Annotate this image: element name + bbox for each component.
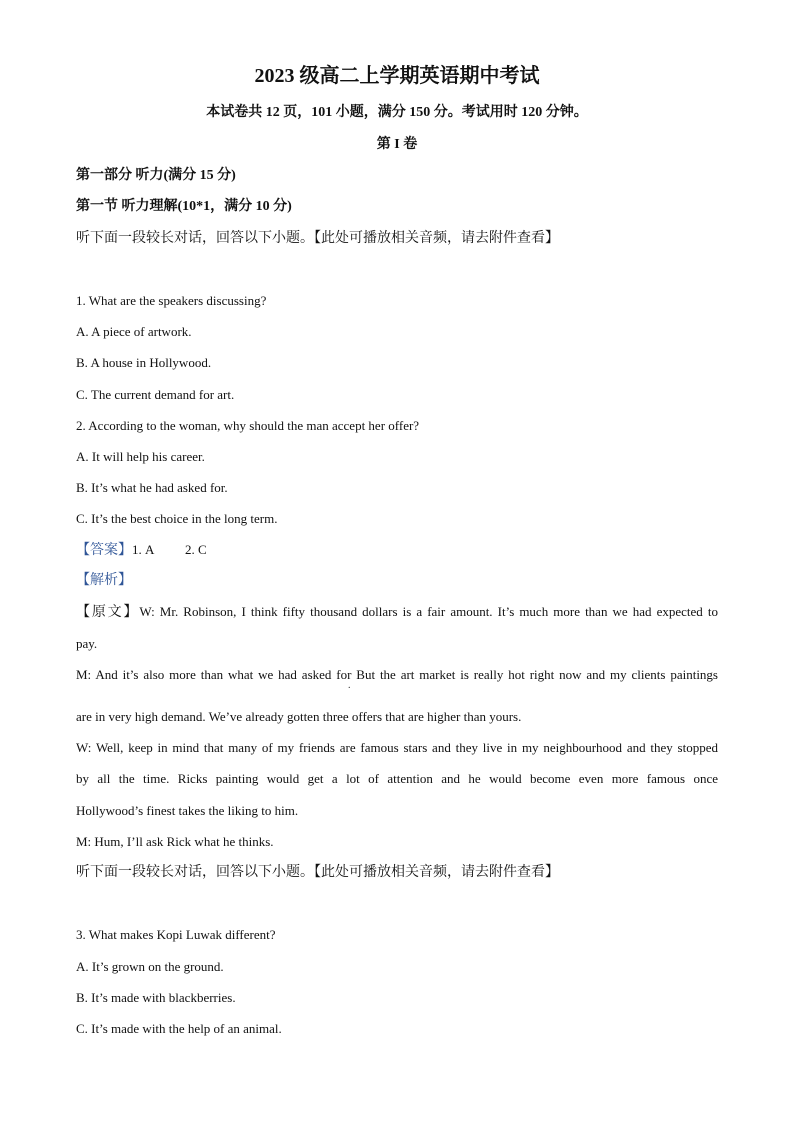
question-option: A. It’s grown on the ground. xyxy=(76,959,224,974)
question-option: A. A piece of artwork. xyxy=(76,324,192,339)
question-option: B. It’s what he had asked for. xyxy=(76,480,228,495)
answer-item: 2. C xyxy=(185,542,207,557)
exam-title: 2023 级高二上学期英语期中考试 xyxy=(254,65,540,87)
question-option: B. It’s made with blackberries. xyxy=(76,990,236,1005)
question-option: C. It’s made with the help of an animal. xyxy=(76,1021,282,1036)
volume-heading: 第 I 卷 xyxy=(376,137,418,152)
answer-line xyxy=(76,540,718,560)
transcript-line xyxy=(76,602,718,622)
transcript-line: M: And it’s also more than what we had asked for But the art market is really hot right now and my clients paintings xyxy=(76,667,718,682)
question-option: B. A house in Hollywood. xyxy=(76,355,212,370)
listening-instruction: 听下面一段较长对话，回答以下小题。【此处可播放相关音频，请去附件查看】 xyxy=(76,865,559,880)
question-option: C. The current demand for art. xyxy=(76,387,235,402)
answer-label: 【答案】 xyxy=(76,543,132,558)
transcript-line: by all the time. Ricks painting would get a lot of attention and he would become even more famous once xyxy=(76,771,718,786)
transcript-line: M: Hum, I’ll ask Rick what he thinks. xyxy=(76,834,274,849)
transcript-line: W: Well, keep in mind that many of my friends are famous stars and they live in my neighbourhood and they stopped xyxy=(76,740,718,755)
analysis-label: 【解析】 xyxy=(76,573,132,588)
question-stem: 2. According to the woman, why should the man accept her offer? xyxy=(76,418,420,433)
question-stem: 1. What are the speakers discussing? xyxy=(76,293,267,308)
stray-period-mark: . xyxy=(348,680,351,691)
listening-instruction: 听下面一段较长对话，回答以下小题。【此处可播放相关音频，请去附件查看】 xyxy=(76,231,559,246)
transcript-line: are in very high demand. We’ve already gotten three offers that are higher than yours. xyxy=(76,709,522,724)
transcript-text: W: Mr. Robinson, I think fifty thousand dollars is a fair amount. It’s much more than we had expected to xyxy=(139,604,718,619)
question-option: A. It will help his career. xyxy=(76,449,205,464)
question-option: C. It’s the best choice in the long term. xyxy=(76,511,278,526)
section-heading: 第一节 听力理解(10*1，满分 10 分) xyxy=(76,199,292,214)
exam-subtitle: 本试卷共 12 页，101 小题，满分 150 分。考试用时 120 分钟。 xyxy=(206,105,588,120)
question-stem: 3. What makes Kopi Luwak different? xyxy=(76,927,276,942)
transcript-line: Hollywood’s finest takes the liking to him. xyxy=(76,803,299,818)
transcript-line: pay. xyxy=(76,636,98,651)
transcript-label: 【原文】 xyxy=(76,605,140,620)
answer-item: 1. A xyxy=(132,542,155,557)
part-heading: 第一部分 听力(满分 15 分) xyxy=(76,168,236,183)
